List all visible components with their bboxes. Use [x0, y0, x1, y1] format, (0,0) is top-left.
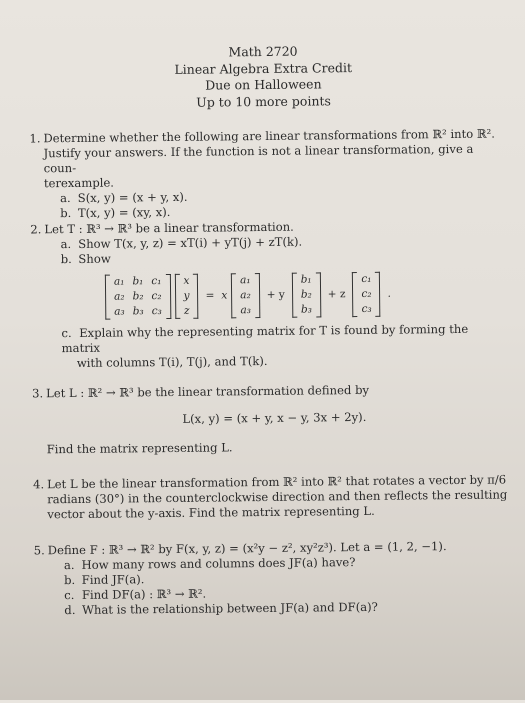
transformation-equation: L(x, y) = (x + y, x − y, 3x + 2y). — [182, 409, 367, 426]
vector-entry: a₂ — [240, 289, 251, 302]
matrix-entry: a₁ — [113, 275, 125, 288]
period: . — [387, 287, 391, 300]
problem-1 — [29, 127, 500, 222]
problem-2 — [30, 218, 502, 372]
matrix-entry: c₂ — [151, 290, 162, 303]
problem-number: 5. — [33, 543, 45, 558]
vector-entry: c₁ — [361, 272, 372, 285]
problem-text: radians (30°) in the counterclockwise direction and then reflects the resulting — [47, 487, 508, 507]
matrix-entry: a₂ — [114, 290, 125, 303]
vector-entry: c₂ — [361, 287, 372, 300]
part-c: Find DF(a) : ℝ³ → ℝ². — [81, 586, 207, 602]
column-a — [231, 273, 260, 318]
problem-number: 1. — [29, 131, 41, 146]
matrix-entry: a₃ — [114, 305, 125, 318]
problem-text: terexample. — [43, 175, 115, 191]
course-title: Math 2720 — [228, 43, 298, 60]
header — [0, 41, 525, 112]
part-b: T(x, y) = (xy, x). — [77, 204, 171, 220]
problem-text: Let L : ℝ² → ℝ³ be the linear transformation defined by — [46, 382, 370, 401]
part-c-cont: with columns T(i), T(j), and T(k). — [76, 353, 268, 370]
vector-entry: a₁ — [240, 274, 251, 287]
part-c: Explain why the representing matrix for T is found by forming the matrix — [61, 321, 469, 356]
problem-text: Let L be the linear transformation from ℝ² into ℝ² that rotates a vector by π/6 — [46, 472, 507, 492]
matrix-entry: b₂ — [132, 290, 144, 303]
problem-3 — [32, 382, 503, 458]
vector-entry: c₃ — [361, 302, 372, 315]
variable-vector — [174, 274, 198, 319]
points-note: Up to 10 more points — [196, 92, 331, 110]
problem-text: Define F : ℝ³ → ℝ² by F(x, y, z) = (x²y − z², xy²z³). Let a = (1, 2, −1). — [47, 539, 447, 558]
problem-5 — [34, 538, 510, 618]
vector-entry: x — [183, 274, 190, 287]
coefficient-matrix — [105, 274, 171, 320]
vector-entry: z — [183, 304, 190, 317]
due-date: Due on Halloween — [205, 76, 322, 93]
plus-y: + y — [266, 288, 285, 301]
problem-text: Justify your answers. If the function is not a linear transformation, give a coun- — [43, 141, 474, 176]
problem-number: 2. — [30, 222, 42, 237]
vector-entry: b₁ — [300, 273, 312, 286]
part-label: c. — [64, 588, 75, 603]
problem-text: vector about the y-axis. Find the matrix representing L. — [47, 503, 375, 522]
problem-4 — [33, 472, 508, 522]
part-label: b. — [63, 572, 76, 588]
equals-sign: = — [205, 289, 215, 302]
assignment-title: Linear Algebra Extra Credit — [174, 59, 353, 77]
part-label: c. — [61, 326, 72, 341]
part-b: Find JF(a). — [81, 572, 145, 587]
part-label: a. — [63, 557, 75, 573]
part-label: b. — [60, 206, 72, 221]
problem-number: 4. — [32, 477, 45, 492]
column-b — [292, 272, 321, 317]
part-label: b. — [60, 252, 72, 267]
matrix-entry: c₃ — [151, 305, 162, 318]
problem-text: Determine whether the following are linear transformations from ℝ² into ℝ². — [43, 126, 495, 146]
matrix-entry: c₁ — [151, 275, 162, 288]
problem-number: 3. — [32, 386, 44, 401]
column-c — [352, 272, 381, 317]
plus-z: + z — [327, 288, 346, 301]
scalar-x: x — [221, 289, 228, 302]
vector-entry: y — [183, 289, 190, 302]
part-a: S(x, y) = (x + y, x). — [77, 189, 188, 205]
part-label: d. — [64, 602, 76, 618]
matrix-entry: b₁ — [132, 275, 144, 288]
problem-text: Find the matrix representing L. — [46, 440, 233, 457]
vector-entry: a₃ — [240, 304, 251, 317]
matrix-entry: b₃ — [132, 305, 144, 318]
problem-text: Let T : ℝ³ → ℝ³ be a linear transformation. — [44, 219, 294, 237]
part-d: What is the relationship between JF(a) and DF(a)? — [81, 599, 378, 617]
part-a: How many rows and columns does JF(a) have? — [81, 555, 356, 572]
part-b: Show — [78, 251, 111, 266]
part-label: a. — [60, 237, 72, 252]
matrix-equation — [105, 271, 501, 320]
vector-entry: b₂ — [300, 288, 312, 301]
part-label: a. — [59, 191, 71, 206]
part-a: Show T(x, y, z) = xT(i) + yT(j) + zT(k). — [78, 234, 303, 251]
vector-entry: b₃ — [300, 303, 312, 316]
